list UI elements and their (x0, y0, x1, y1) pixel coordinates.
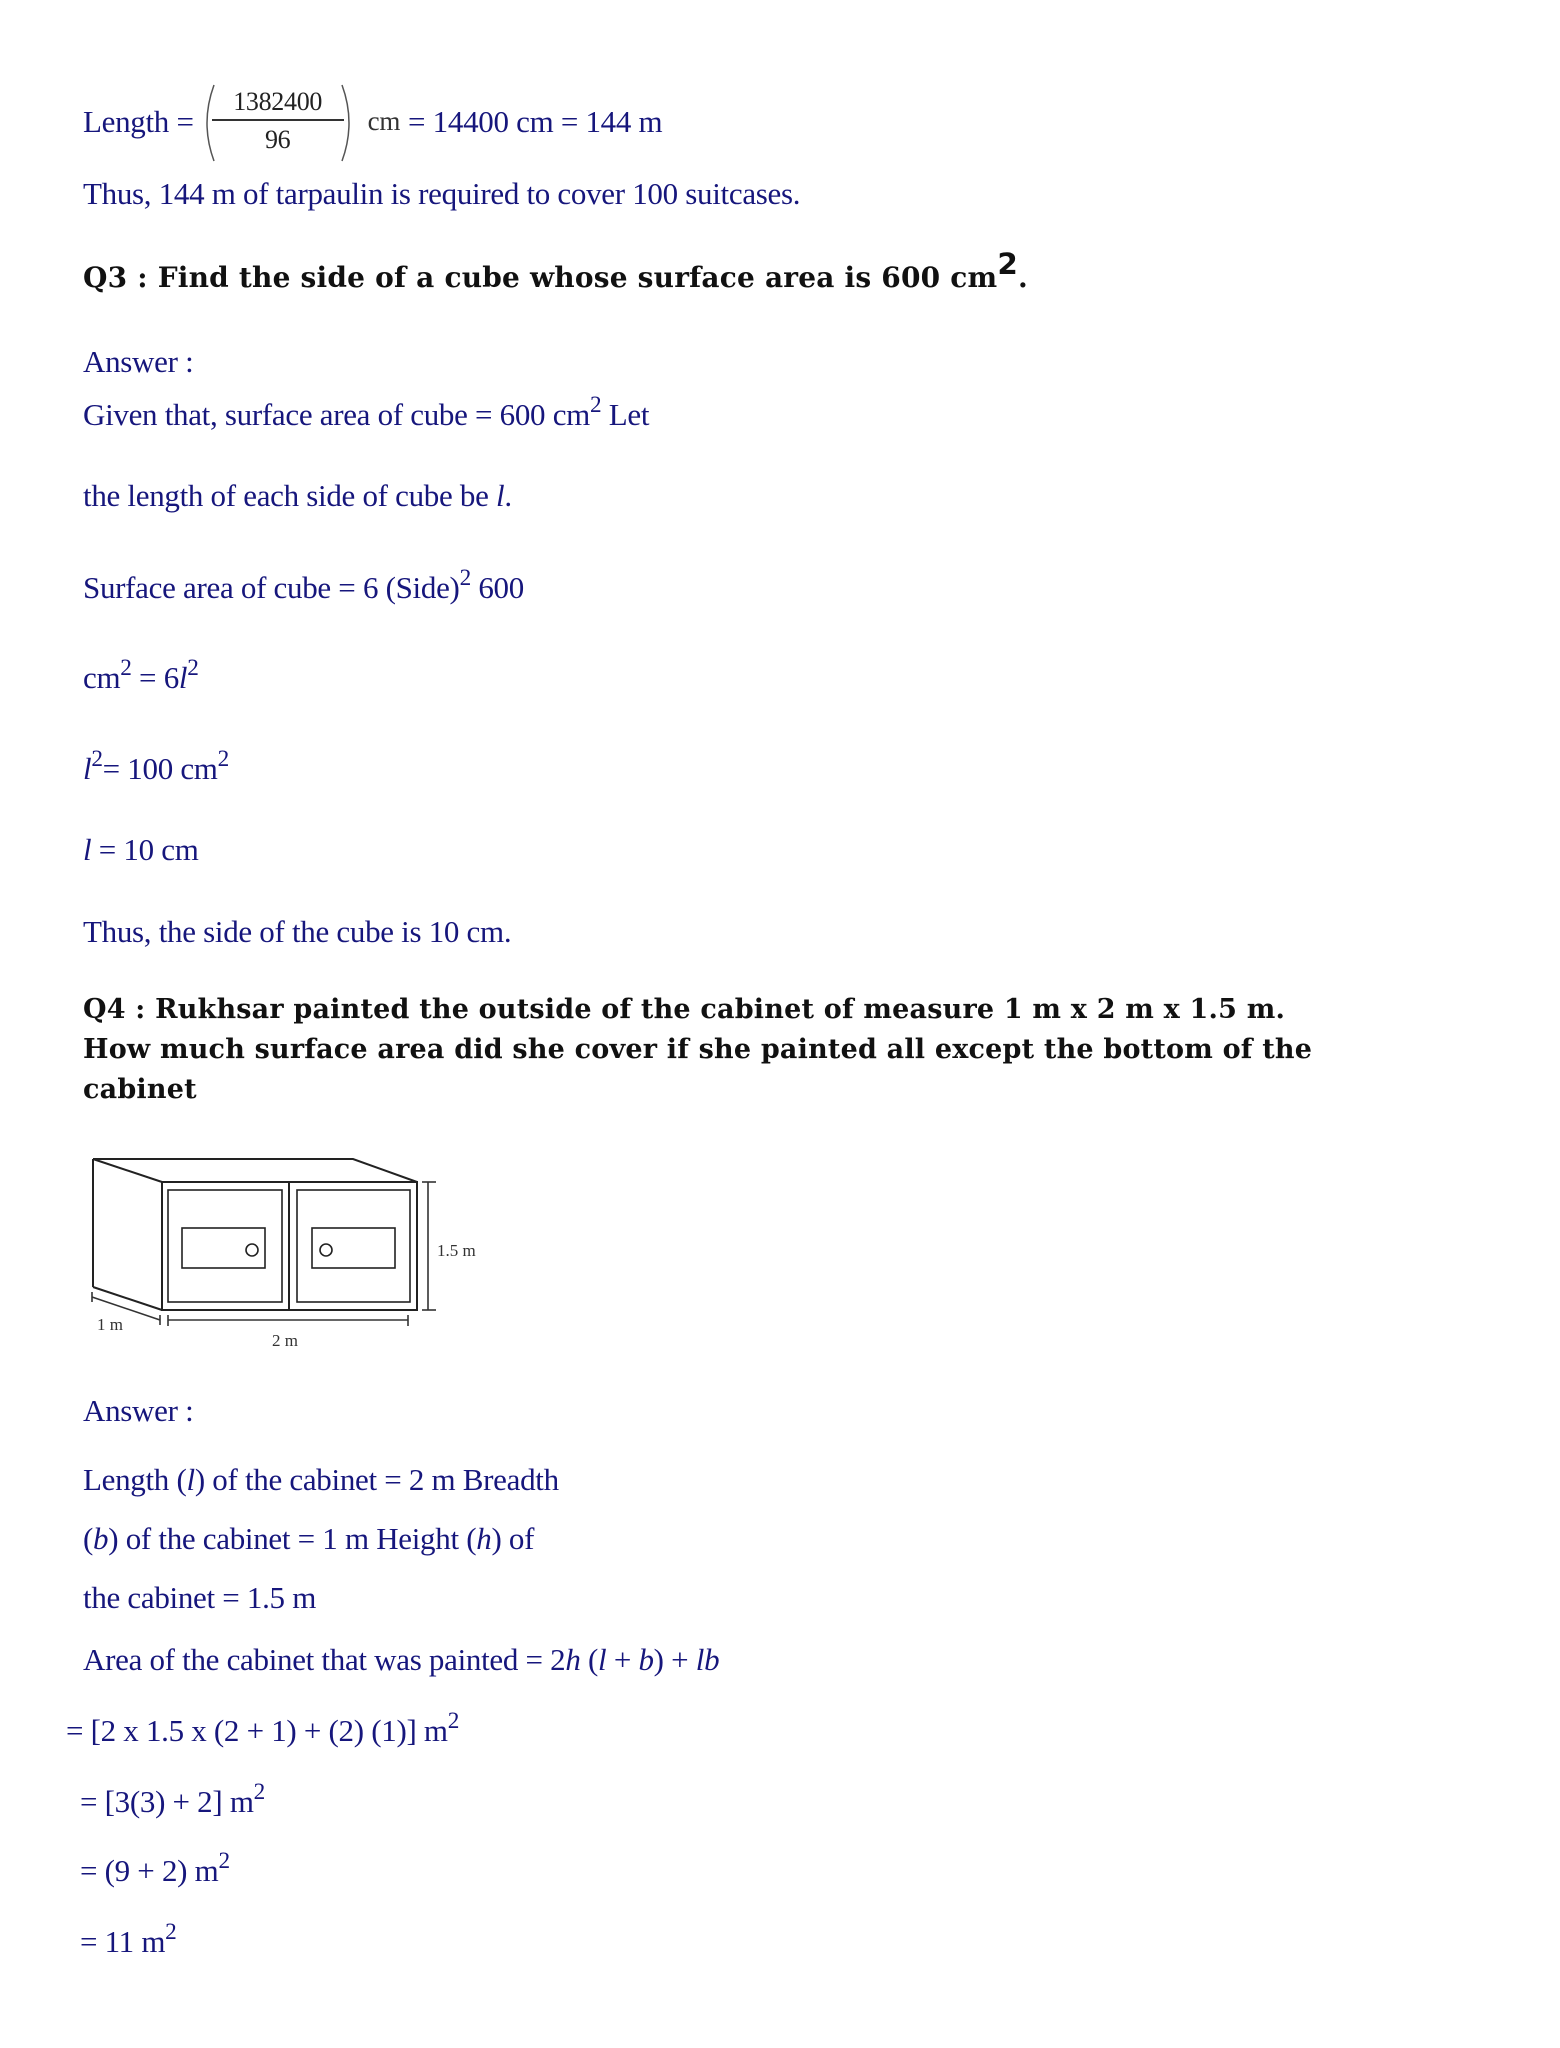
q4-formula-line (83, 1644, 719, 1675)
q4-step-1 (66, 1708, 460, 1748)
q3-answer-label: Answer : (83, 344, 194, 379)
left-door-panel (182, 1228, 265, 1268)
q4-step-3-text: = (9 + 2) m (80, 1853, 219, 1888)
right-door-panel (312, 1228, 395, 1268)
q3-question-text: Q3 : Find the side of a cube whose surface area is 600 cm (83, 261, 998, 295)
q3-eq2-sup2: 2 (217, 746, 229, 773)
left-knob-icon (246, 1244, 258, 1256)
q3-eq2-mid: = 100 cm (102, 751, 218, 786)
q4-given-l1-var: l (186, 1462, 195, 1497)
q3-given-sup: 2 (589, 392, 602, 419)
q4-formula-mid3: ) + (653, 1642, 696, 1677)
q4-step-2-text: = [3(3) + 2] m (80, 1784, 254, 1819)
q4-step-4 (80, 1919, 177, 1959)
q4-given-line-1 (83, 1464, 559, 1495)
q4-step-4-text: = 11 m (80, 1924, 166, 1959)
q3-question-sup: 2 (997, 247, 1019, 281)
q4-formula-mid1: ( (580, 1642, 599, 1677)
length-label: 2 m (272, 1331, 298, 1350)
q3-eq2-var: l (83, 751, 92, 786)
q3-eq1-mid: = 6 (131, 660, 179, 695)
q4-given-l2-c: ) of (491, 1521, 535, 1556)
length-lhs: Length = (83, 103, 194, 139)
q4-formula-b: b (638, 1642, 654, 1677)
q4-question-line-3: cabinet (83, 1074, 197, 1105)
q4-formula-h: h (565, 1642, 581, 1677)
q4-formula-prefix: Area of the cabinet that was painted = 2 (83, 1642, 566, 1677)
cabinet-outline (93, 1159, 417, 1310)
cabinet-diagram (0, 0, 520, 1360)
q4-given-line-3: the cabinet = 1.5 m (83, 1580, 317, 1615)
q4-given-l2-var: b (93, 1521, 109, 1556)
q4-step-1-text: = [2 x 1.5 x (2 + 1) + (2) (1)] m (66, 1713, 448, 1748)
fraction-numerator: 1382400 (212, 89, 344, 121)
q3-eq3-var: l (83, 832, 92, 867)
q2-conclusion: Thus, 144 m of tarpaulin is required to cover 100 suitcases. (83, 176, 801, 211)
height-label: 1.5 m (437, 1241, 476, 1260)
q4-given-l1-a: Length ( (83, 1462, 187, 1497)
q3-let-text: the length of each side of cube be (83, 478, 496, 513)
fraction-unit: cm (367, 105, 401, 136)
q4-step-3 (80, 1848, 230, 1888)
q3-let-var: l (496, 478, 505, 513)
q3-formula-suffix: 600 (470, 570, 524, 605)
q3-eq1-sup: 2 (120, 655, 132, 682)
q3-eq3-rest: = 10 cm (91, 832, 199, 867)
q4-step-2 (80, 1779, 265, 1819)
q4-given-line-2 (83, 1523, 534, 1554)
q4-step-4-sup: 2 (165, 1919, 177, 1946)
q4-step-1-sup: 2 (447, 1708, 460, 1735)
q3-question-suffix: . (1018, 261, 1028, 295)
fraction-denominator: 96 (264, 125, 291, 154)
q4-formula-lb: lb (695, 1642, 720, 1677)
q3-let-end: . (504, 478, 512, 513)
q3-eq1-sup2: 2 (187, 655, 199, 682)
q4-formula-l: l (598, 1642, 607, 1677)
right-knob-icon (320, 1244, 332, 1256)
length-rhs: = 14400 cm = 144 m (408, 103, 663, 139)
q4-question-line-2: How much surface area did she cover if she painted all except the bottom of the (83, 1034, 1313, 1065)
q3-eq2-sup: 2 (91, 746, 103, 773)
q3-given-text: Given that, surface area of cube = 600 cm (83, 397, 590, 432)
right-door (297, 1190, 410, 1302)
q4-given-l1-b: ) of the cabinet = 2 m Breadth (194, 1462, 559, 1497)
q4-formula-mid2: + (606, 1642, 639, 1677)
q4-given-l2-a: ( (83, 1521, 94, 1556)
q3-formula-sup: 2 (459, 565, 471, 592)
q3-given-suffix: Let (601, 397, 650, 432)
q3-eq1-unit: cm (83, 660, 121, 695)
q4-given-l2-b: ) of the cabinet = 1 m Height ( (108, 1521, 477, 1556)
q4-question-line-1: Q4 : Rukhsar painted the outside of the cabinet of measure 1 m x 2 m x 1.5 m. (83, 994, 1286, 1025)
q4-given-l2-var2: h (476, 1521, 492, 1556)
q4-step-3-sup: 2 (218, 1848, 230, 1875)
q4-step-2-sup: 2 (253, 1779, 265, 1806)
q3-conclusion: Thus, the side of the cube is 10 cm. (83, 914, 512, 949)
q4-answer-label: Answer : (83, 1393, 194, 1428)
q3-formula-text: Surface area of cube = 6 (Side) (83, 570, 460, 605)
q3-eq1-var: l (178, 660, 188, 695)
breadth-label: 1 m (97, 1315, 123, 1334)
